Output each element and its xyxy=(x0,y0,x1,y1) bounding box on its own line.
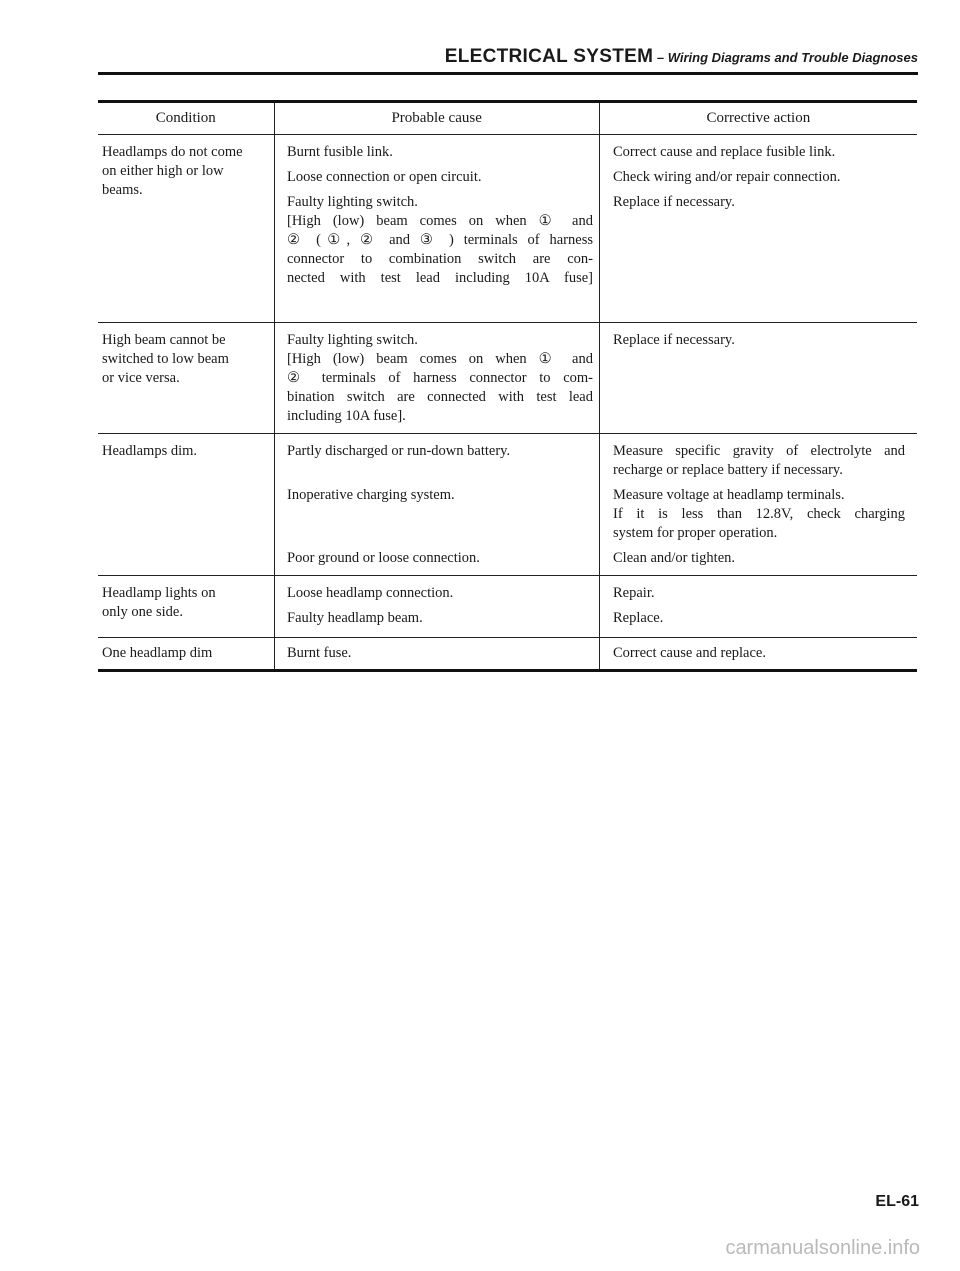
condition-line: switched to low beam xyxy=(102,351,229,367)
column-header-condition: Condition xyxy=(155,110,216,126)
cause-line: ② (①, ② and ③ ) terminals of harness xyxy=(287,232,593,248)
action-line: Correct cause and replace. xyxy=(613,645,766,661)
watermark: carmanualsonline.info xyxy=(725,1237,920,1259)
header-subtitle: – Wiring Diagrams and Trouble Diagnoses xyxy=(653,50,918,65)
action-line: If it is less than 12.8V, check charging xyxy=(613,506,905,522)
header-title xyxy=(445,46,918,68)
action-line: Check wiring and/or repair connection. xyxy=(613,169,841,185)
action-line: Clean and/or tighten. xyxy=(613,550,736,566)
condition-cell xyxy=(98,434,274,575)
cause-line: Faulty headlamp beam. xyxy=(287,610,423,626)
cause-line: ② terminals of harness connector to com- xyxy=(287,370,593,386)
table-row xyxy=(98,576,917,638)
condition-line: High beam cannot be xyxy=(102,332,226,348)
cause-line: Burnt fusible link. xyxy=(287,144,393,160)
action-line: Replace if necessary. xyxy=(613,332,735,348)
condition-line: Headlamps do not come xyxy=(102,144,243,160)
column-header-corrective-action: Corrective action xyxy=(599,103,917,134)
action-line: Measure voltage at headlamp terminals. xyxy=(613,487,845,503)
condition-line: Headlamp lights on xyxy=(102,585,216,601)
action-cell xyxy=(599,135,917,322)
cause-cell xyxy=(274,135,599,322)
table-row xyxy=(98,135,917,323)
table-row xyxy=(98,638,917,669)
cause-line: including 10A fuse]. xyxy=(287,408,406,424)
cause-cell xyxy=(274,323,599,433)
cause-line: nected with test lead including 10A fuse] xyxy=(287,270,593,286)
action-line: Correct cause and replace fusible link. xyxy=(613,144,836,160)
cause-line: Poor ground or loose connection. xyxy=(287,550,480,566)
troubleshooting-table xyxy=(98,100,917,672)
action-cell xyxy=(599,638,917,669)
action-line: Repair. xyxy=(613,585,655,601)
action-line: Replace if necessary. xyxy=(613,194,735,210)
condition-line: One headlamp dim xyxy=(102,645,213,661)
cause-line: [High (low) beam comes on when ① and xyxy=(287,213,593,229)
condition-line: only one side. xyxy=(102,604,183,620)
condition-cell xyxy=(98,638,274,669)
column-header-probable-cause: Probable cause xyxy=(274,103,599,134)
condition-cell xyxy=(98,576,274,637)
page-number: EL-61 xyxy=(875,1193,919,1210)
condition-line: beams. xyxy=(102,182,143,198)
table-header-row xyxy=(98,103,917,135)
table-row xyxy=(98,323,917,434)
cause-line: Loose headlamp connection. xyxy=(287,585,454,601)
cause-line: Loose connection or open circuit. xyxy=(287,169,482,185)
action-line: Measure specific gravity of electrolyte and xyxy=(613,443,905,459)
action-line: recharge or replace battery if necessary. xyxy=(613,462,843,478)
condition-line: on either high or low xyxy=(102,163,224,179)
cause-cell xyxy=(274,434,599,575)
cause-line: Faulty lighting switch. xyxy=(287,194,418,210)
page-header xyxy=(98,46,918,75)
action-cell xyxy=(599,576,917,637)
header-main-title: ELECTRICAL SYSTEM xyxy=(444,46,654,67)
cause-line: [High (low) beam comes on when ① and xyxy=(287,351,593,367)
condition-line: or vice versa. xyxy=(102,370,180,386)
condition-cell xyxy=(98,135,274,322)
action-line: Replace. xyxy=(613,610,664,626)
condition-line: Headlamps dim. xyxy=(102,443,198,459)
cause-cell xyxy=(274,576,599,637)
table-row xyxy=(98,434,917,576)
action-line: system for proper operation. xyxy=(613,525,778,541)
cause-line: bination switch are connected with test lead xyxy=(287,389,593,405)
condition-cell xyxy=(98,323,274,433)
cause-line: Faulty lighting switch. xyxy=(287,332,418,348)
cause-line: connector to combination switch are con- xyxy=(287,251,593,267)
cause-line: Inoperative charging system. xyxy=(287,487,455,503)
cause-line: Partly discharged or run-down battery. xyxy=(287,443,511,459)
cause-line: Burnt fuse. xyxy=(287,645,352,661)
action-cell xyxy=(599,434,917,575)
cause-cell xyxy=(274,638,599,669)
action-cell xyxy=(599,323,917,433)
